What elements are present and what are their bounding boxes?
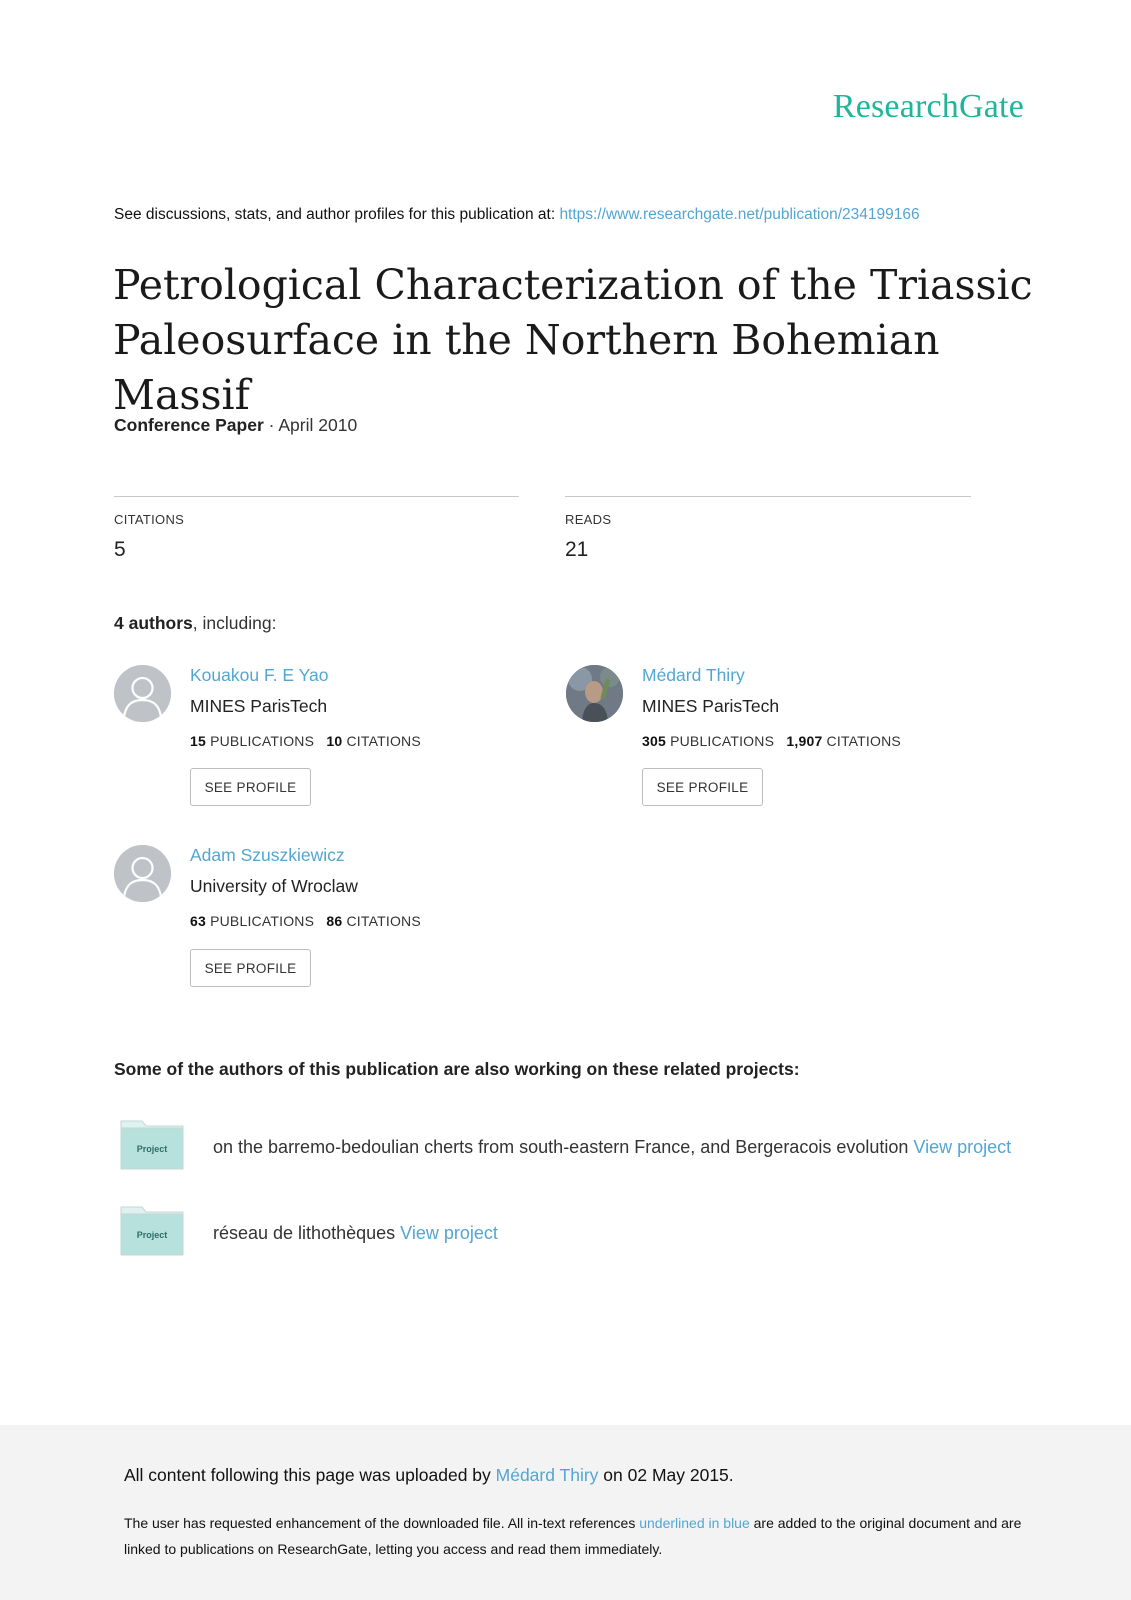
citations-label: CITATIONS — [826, 733, 901, 749]
see-profile-button[interactable]: SEE PROFILE — [190, 768, 311, 806]
author-affiliation: MINES ParisTech — [190, 696, 328, 716]
authors-suffix: , including: — [192, 613, 277, 633]
project-icon-label: Project — [136, 1230, 168, 1240]
view-project-link[interactable]: View project — [400, 1223, 498, 1243]
citations-label: CITATIONS — [114, 512, 185, 527]
reads-value: 21 — [565, 538, 589, 561]
publications-label: PUBLICATIONS — [210, 913, 315, 929]
note-suffix: are added to the original document and are linked to publications on ResearchGate, letting you access and read them immediately. — [124, 1515, 1022, 1557]
upload-note — [124, 1465, 734, 1486]
see-profile-button[interactable]: SEE PROFILE — [642, 768, 763, 806]
author-stats — [190, 733, 421, 749]
publication-title: Petrological Characterization of the Triassic Paleosurface in the Northern Bohemian Massif — [113, 261, 1033, 419]
citations-value: 5 — [114, 538, 126, 561]
author-name-link[interactable]: Médard Thiry — [642, 665, 745, 685]
author-publications-count: 15 — [190, 733, 206, 749]
project-item — [213, 1223, 498, 1244]
uploader-link[interactable]: Médard Thiry — [495, 1465, 599, 1485]
citations-label: CITATIONS — [346, 733, 421, 749]
user-photo-avatar[interactable] — [566, 665, 623, 722]
meta-separator: · — [263, 415, 279, 435]
author-publications-count: 305 — [642, 733, 666, 749]
author-publications-count: 63 — [190, 913, 206, 929]
publications-label: PUBLICATIONS — [670, 733, 775, 749]
citations-label: CITATIONS — [346, 913, 421, 929]
upload-suffix: on 02 May 2015. — [598, 1465, 734, 1485]
publication-type: Conference Paper — [114, 415, 264, 435]
see-profile-button[interactable]: SEE PROFILE — [190, 949, 311, 987]
author-citations-count: 10 — [326, 733, 343, 749]
project-folder-icon — [120, 1118, 184, 1170]
author-citations-count: 1,907 — [786, 733, 823, 749]
related-projects-heading: Some of the authors of this publication are also working on these related projects: — [114, 1059, 800, 1079]
upload-prefix: All content following this page was uploaded by — [124, 1465, 496, 1485]
project-title: on the barremo-bedoulian cherts from south-eastern France, and Bergeracois evolution — [213, 1137, 914, 1157]
reads-label: READS — [565, 512, 612, 527]
default-user-avatar-icon[interactable] — [114, 845, 171, 902]
publication-date: April 2010 — [278, 415, 358, 435]
project-title: réseau de lithothèques — [213, 1223, 401, 1243]
author-name-link[interactable]: Kouakou F. E Yao — [190, 665, 329, 685]
view-project-link[interactable]: View project — [913, 1137, 1012, 1157]
author-stats — [190, 913, 421, 929]
author-citations-count: 86 — [326, 913, 343, 929]
discussions-text: See discussions, stats, and author profiles for this publication at: — [114, 206, 560, 223]
author-stats — [642, 733, 901, 749]
reads-divider — [565, 496, 971, 497]
citations-divider — [114, 496, 519, 497]
publication-meta — [114, 415, 357, 436]
project-item — [213, 1137, 1011, 1158]
note-link-text: underlined in blue — [639, 1515, 750, 1531]
authors-count: 4 authors — [114, 613, 193, 633]
author-name-link[interactable]: Adam Szuszkiewicz — [190, 845, 345, 865]
default-user-avatar-icon[interactable] — [114, 665, 171, 722]
discussions-line — [114, 206, 920, 224]
enhancement-note — [124, 1510, 1024, 1562]
author-affiliation: MINES ParisTech — [642, 696, 780, 716]
note-prefix: The user has requested enhancement of the downloaded file. All in-text references — [124, 1515, 640, 1531]
project-folder-icon — [120, 1204, 184, 1256]
authors-heading — [114, 613, 276, 634]
researchgate-logo[interactable]: ResearchGate — [832, 88, 1024, 125]
publication-url-link[interactable]: https://www.researchgate.net/publication/234199166 — [559, 206, 920, 223]
author-affiliation: University of Wroclaw — [190, 876, 358, 896]
project-icon-label: Project — [136, 1144, 168, 1154]
publications-label: PUBLICATIONS — [210, 733, 315, 749]
